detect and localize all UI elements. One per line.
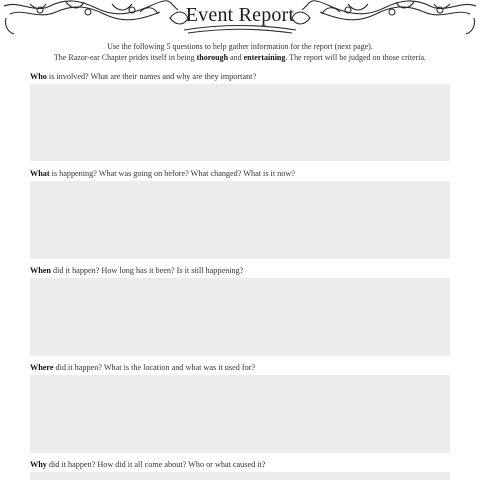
answer-box-when[interactable]	[30, 278, 450, 356]
question-where	[30, 363, 460, 372]
instructions-text: . The report will be judged on those criteria.	[285, 53, 427, 62]
emphasis-thorough: thorough	[196, 53, 229, 62]
instructions-text: The Razor-ear Chapter prides itself in being	[53, 53, 197, 62]
question-what	[30, 169, 460, 178]
answer-box-where[interactable]	[30, 375, 450, 453]
instructions-text: and	[228, 53, 244, 62]
page-title: Event Report	[185, 4, 295, 26]
answer-box-who[interactable]	[30, 84, 450, 161]
instructions-line-2	[0, 52, 480, 63]
question-who	[30, 72, 460, 81]
question-text: did it happen? How long has it been? Is it still happening?	[50, 266, 244, 275]
answer-box-why[interactable]	[30, 472, 450, 480]
question-keyword: Who	[30, 72, 47, 81]
question-keyword: What	[30, 169, 50, 178]
question-text: did it happen? How did it all come about? Who or what caused it?	[46, 460, 266, 469]
question-when	[30, 266, 460, 275]
question-text: is happening? What was going on before? What changed? What is it now?	[49, 169, 295, 178]
question-text: did it happen? What is the location and what was it used for?	[53, 363, 256, 372]
question-keyword: Why	[30, 460, 47, 469]
question-text: is involved? What are their names and why are they important?	[46, 72, 257, 81]
instructions-line-1: Use the following 5 questions to help gather information for the report (next page).	[107, 42, 373, 51]
question-keyword: When	[30, 266, 51, 275]
page-header	[0, 0, 480, 36]
question-why	[30, 460, 460, 469]
instructions	[0, 41, 480, 63]
answer-box-what[interactable]	[30, 181, 450, 259]
question-keyword: Where	[30, 363, 54, 372]
emphasis-entertaining: entertaining	[243, 53, 286, 62]
